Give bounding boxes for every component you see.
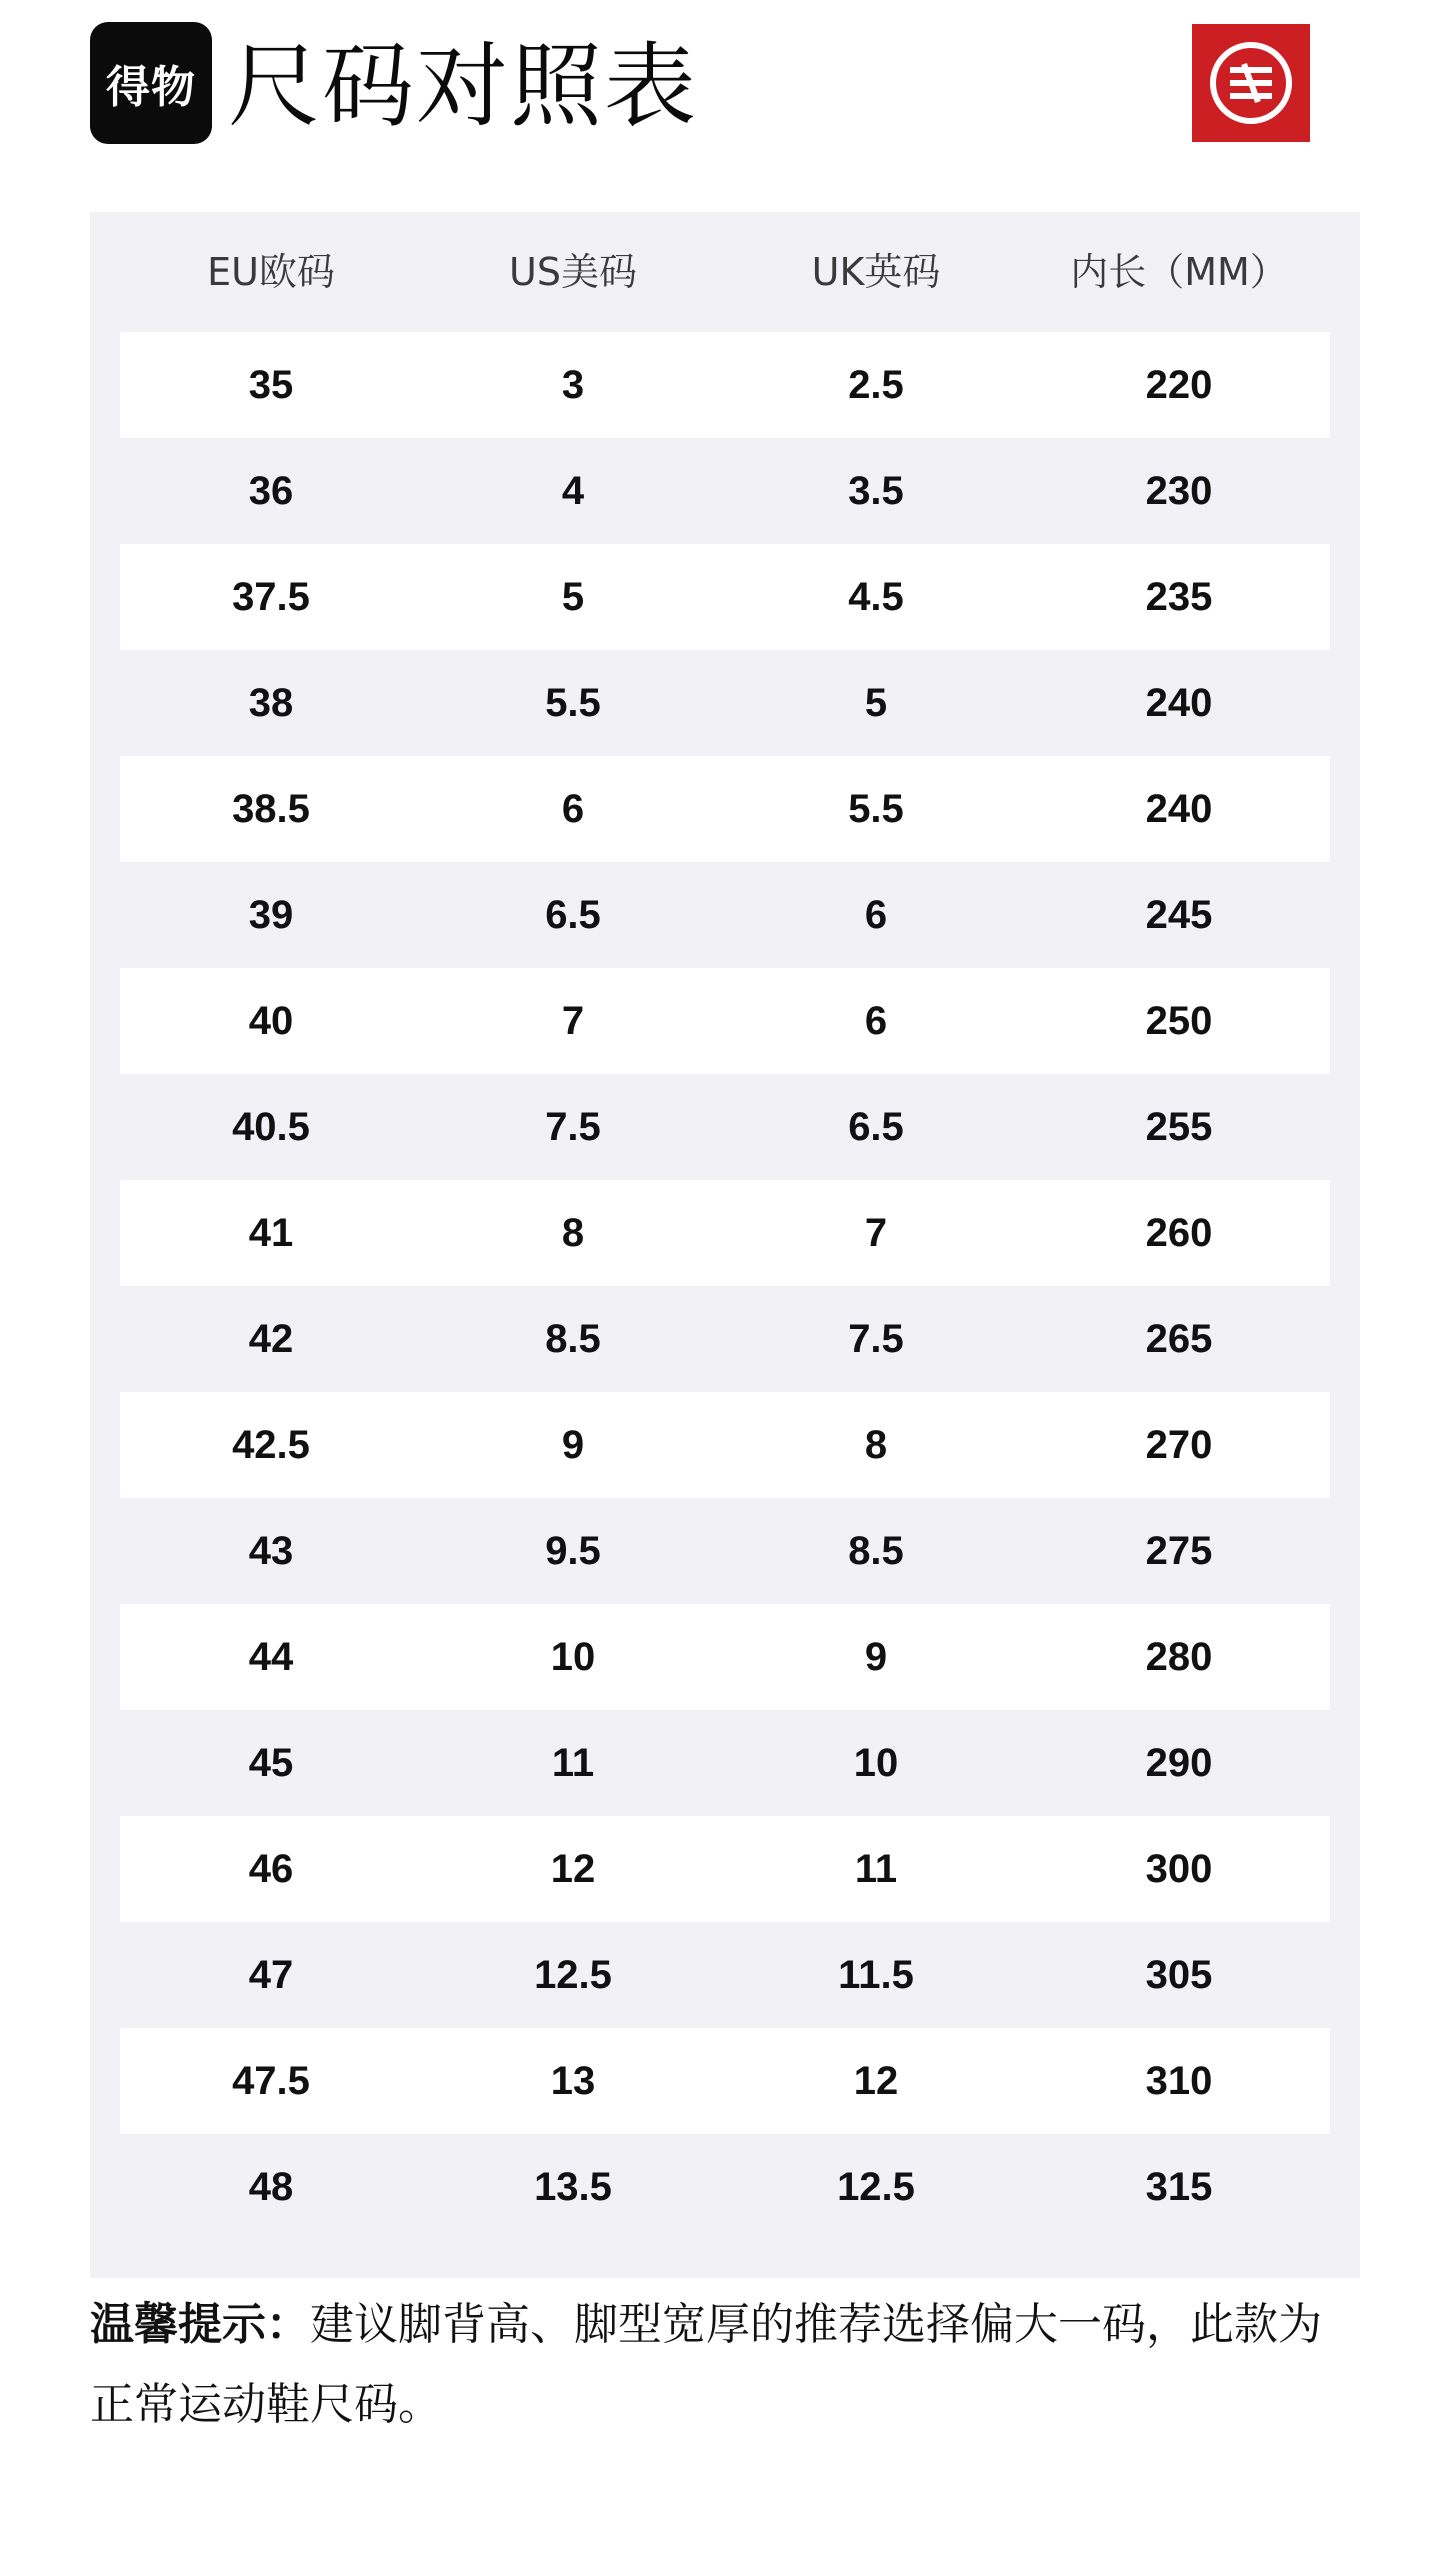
- table-row: [120, 862, 1330, 968]
- table-row: [120, 332, 1330, 438]
- table-row: [120, 2134, 1330, 2240]
- cell-eu-size: 48: [248, 2165, 294, 2209]
- table-header-row: [120, 212, 1330, 332]
- column-header-length: 内长（MM）: [1070, 250, 1288, 294]
- cell-eu-size: 44: [248, 1635, 294, 1679]
- header: [90, 22, 1350, 147]
- cell-us-size: 6: [561, 787, 585, 831]
- table-row: [120, 1816, 1330, 1922]
- cell-uk-size: 4.5: [848, 575, 904, 619]
- table-row: [120, 1604, 1330, 1710]
- cell-us-size: 8: [561, 1211, 585, 1255]
- cell-us-size: 3: [561, 363, 585, 407]
- table-row: [120, 968, 1330, 1074]
- cell-us-size: 6.5: [545, 893, 601, 937]
- cell-us-size: 5: [561, 575, 585, 619]
- cell-uk-size: 6: [864, 893, 888, 937]
- cell-uk-size: 2.5: [848, 363, 904, 407]
- cell-length-mm: 255: [1145, 1105, 1213, 1149]
- cell-us-size: 12.5: [534, 1953, 612, 1997]
- table-row: [120, 438, 1330, 544]
- cell-uk-size: 12.5: [837, 2165, 915, 2209]
- size-chart-table: [90, 212, 1360, 2278]
- cell-length-mm: 235: [1145, 575, 1213, 619]
- table-row: [120, 1710, 1330, 1816]
- cell-length-mm: 220: [1145, 363, 1213, 407]
- cell-us-size: 13.5: [534, 2165, 612, 2209]
- cell-length-mm: 245: [1145, 893, 1213, 937]
- cell-uk-size: 7.5: [848, 1317, 904, 1361]
- cell-uk-size: 12: [853, 2059, 899, 2103]
- table-row: [120, 2028, 1330, 2134]
- cell-eu-size: 36: [248, 469, 294, 513]
- cell-us-size: 7.5: [545, 1105, 601, 1149]
- cell-uk-size: 9: [864, 1635, 888, 1679]
- cell-us-size: 10: [550, 1635, 596, 1679]
- cell-eu-size: 47: [248, 1953, 294, 1997]
- tip-text: 建议脚背高、脚型宽厚的推荐选择偏大一码，此款为正常运动鞋尺码。: [90, 2299, 1322, 2430]
- cell-eu-size: 40.5: [232, 1105, 310, 1149]
- cell-eu-size: 39: [248, 893, 294, 937]
- page-title: 尺码对照表: [228, 33, 699, 140]
- cell-us-size: 12: [550, 1847, 596, 1891]
- cell-us-size: 11: [551, 1741, 595, 1785]
- cell-uk-size: 6: [864, 999, 888, 1043]
- cell-length-mm: 290: [1145, 1741, 1213, 1785]
- cell-eu-size: 38.5: [232, 787, 310, 831]
- cell-eu-size: 47.5: [232, 2059, 310, 2103]
- table-row: [120, 1286, 1330, 1392]
- table-body: [120, 332, 1330, 2240]
- table-row: [120, 1922, 1330, 2028]
- table-row: [120, 1498, 1330, 1604]
- cell-eu-size: 46: [248, 1847, 294, 1891]
- cell-us-size: 4: [561, 469, 585, 513]
- cell-eu-size: 38: [248, 681, 294, 725]
- cell-uk-size: 8: [864, 1423, 888, 1467]
- tip-label: 温馨提示：: [90, 2299, 310, 2350]
- cell-length-mm: 250: [1145, 999, 1213, 1043]
- table-row: [120, 1180, 1330, 1286]
- cell-uk-size: 5: [864, 681, 888, 725]
- table-row: [120, 1074, 1330, 1180]
- cell-us-size: 7: [561, 999, 585, 1043]
- cell-uk-size: 5.5: [848, 787, 904, 831]
- table-row: [120, 1392, 1330, 1498]
- cell-eu-size: 35: [248, 363, 294, 407]
- cell-length-mm: 300: [1145, 1847, 1213, 1891]
- cell-eu-size: 42: [248, 1317, 294, 1361]
- cell-us-size: 13: [550, 2059, 596, 2103]
- cell-eu-size: 43: [248, 1529, 294, 1573]
- cell-length-mm: 275: [1145, 1529, 1213, 1573]
- cell-eu-size: 37.5: [232, 575, 310, 619]
- app-logo: 得物: [90, 22, 212, 144]
- table-row: [120, 756, 1330, 862]
- cell-uk-size: 11.5: [838, 1953, 914, 1997]
- cell-eu-size: 45: [248, 1741, 294, 1785]
- cell-length-mm: 230: [1145, 469, 1213, 513]
- cell-uk-size: 6.5: [848, 1105, 904, 1149]
- column-header-us: US美码: [509, 250, 637, 294]
- cell-us-size: 9: [561, 1423, 585, 1467]
- cell-us-size: 9.5: [545, 1529, 601, 1573]
- cell-uk-size: 3.5: [848, 469, 904, 513]
- cell-eu-size: 40: [248, 999, 294, 1043]
- tip-note: [90, 2285, 1360, 2445]
- cell-eu-size: 42.5: [232, 1423, 310, 1467]
- brand-emblem-icon: [1192, 24, 1310, 142]
- cell-length-mm: 310: [1145, 2059, 1213, 2103]
- column-header-eu: EU欧码: [207, 250, 335, 294]
- table-row: [120, 544, 1330, 650]
- cell-length-mm: 280: [1145, 1635, 1213, 1679]
- cell-length-mm: 260: [1145, 1211, 1213, 1255]
- cell-us-size: 5.5: [545, 681, 601, 725]
- cell-us-size: 8.5: [545, 1317, 601, 1361]
- cell-uk-size: 11: [854, 1847, 898, 1891]
- cell-uk-size: 8.5: [848, 1529, 904, 1573]
- cell-length-mm: 315: [1145, 2165, 1213, 2209]
- cell-length-mm: 240: [1145, 681, 1213, 725]
- cell-length-mm: 265: [1145, 1317, 1213, 1361]
- cell-uk-size: 7: [864, 1211, 888, 1255]
- cell-eu-size: 41: [248, 1211, 294, 1255]
- cell-uk-size: 10: [853, 1741, 899, 1785]
- cell-length-mm: 305: [1145, 1953, 1213, 1997]
- column-header-uk: UK英码: [811, 250, 941, 294]
- cell-length-mm: 270: [1145, 1423, 1213, 1467]
- table-row: [120, 650, 1330, 756]
- cell-length-mm: 240: [1145, 787, 1213, 831]
